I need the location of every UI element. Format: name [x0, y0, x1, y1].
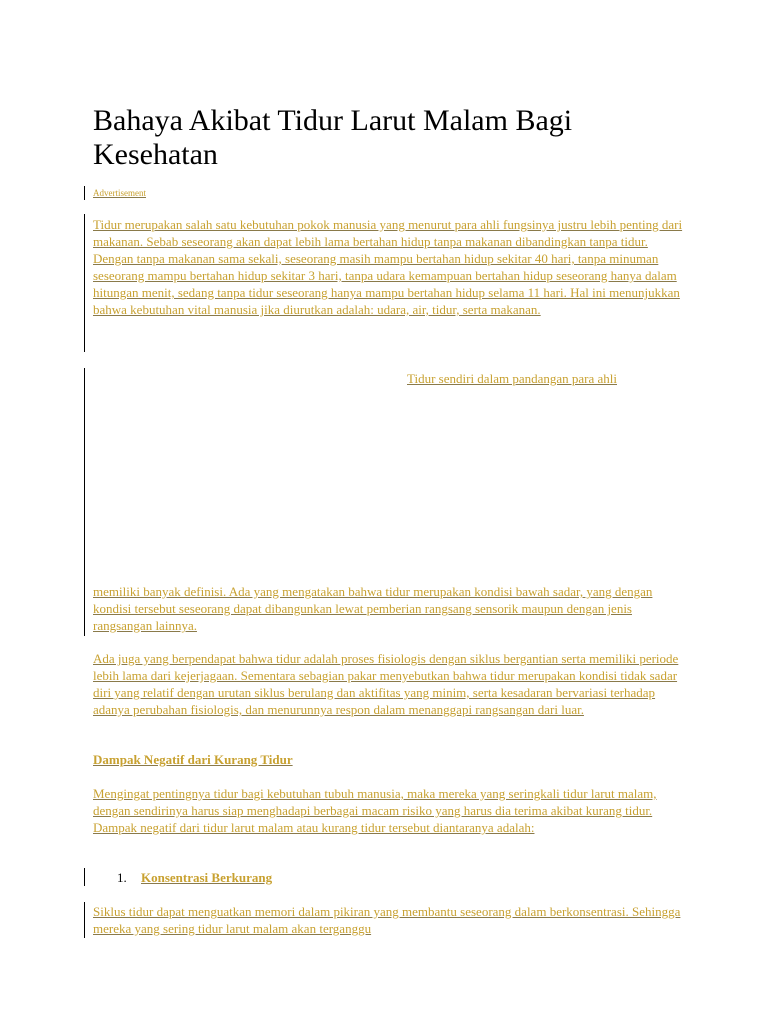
- section-heading-link[interactable]: Dampak Negatif dari Kurang Tidur: [93, 752, 293, 767]
- section-heading: [93, 751, 293, 768]
- list-item-link[interactable]: Konsentrasi Berkurang: [141, 870, 273, 885]
- paragraph-intro-link[interactable]: Tidur merupakan salah satu kebutuhan pokok manusia yang menurut para ahli fungsinya justru lebih penting dari makanan. Sebab seseorang akan dapat lebih lama bertahan hidup tanpa makanan dibandingkan tanpa tidur. Dengan tanpa makanan sama sekali, seseorang masih mampu bertahan hidup sekitar 40 hari, tanpa minuman seseorang mampu bertahan hidup sekitar 3 hari, tanpa udara kemampuan bertahan hidup seseorang hanya dalam hitungan menit, sedang tanpa tidur seseorang hanya mampu bertahan hidup selama 11 hari. Hal ini menunjukkan bahwa kebutuhan vital manusia jika diurutkan adalah: udara, air, tidur, serta makanan.: [93, 217, 683, 317]
- margin-bar: [84, 868, 85, 886]
- paragraph-risks: [93, 785, 683, 836]
- advertisement-link[interactable]: Advertisement: [93, 188, 146, 198]
- page-title: Bahaya Akibat Tidur Larut Malam Bagi Kesehatan: [93, 104, 573, 171]
- paragraph-concentration-link[interactable]: Siklus tidur dapat menguatkan memori dalam pikiran yang membantu seseorang dalam berkonsentrasi. Sehingga mereka yang sering tidur larut malam akan terganggu: [93, 904, 681, 936]
- paragraph-physiology-link[interactable]: Ada juga yang berpendapat bahwa tidur adalah proses fisiologis dengan siklus bergantian serta memiliki periode lebih lama dari kejerjagaan. Sementara sebagian pakar menyebutkan bahwa tidur merupakan kondisi tidak sadar diri yang relatif dengan urutan siklus berulang dan aktifitas yang minim, serta kesadaran bervariasi terhadap adanya perubahan fisiologis, dan menurunnya respon dalam menanggapi rangsangan dari luar.: [93, 651, 679, 717]
- advertisement-label[interactable]: [93, 187, 146, 199]
- margin-bar: [84, 368, 85, 636]
- list-item-heading: [141, 869, 272, 886]
- paragraph-risks-link[interactable]: Mengingat pentingnya tidur bagi kebutuhan tubuh manusia, maka mereka yang seringkali tidur larut malam, dengan sendirinya harus siap menghadapi berbagai macam risiko yang harus dia terima akibat kurang tidur. Dampak negatif dari tidur larut malam atau kurang tidur tersebut diantaranya adalah:: [93, 786, 657, 835]
- margin-bar: [84, 902, 85, 938]
- paragraph-concentration: [93, 903, 683, 937]
- paragraph-physiology: [93, 650, 683, 718]
- image-caption-link[interactable]: Tidur sendiri dalam pandangan para ahli: [407, 371, 617, 386]
- margin-bar: [84, 186, 85, 200]
- margin-bar: [84, 214, 85, 352]
- paragraph-definition: [93, 583, 683, 634]
- paragraph-definition-link[interactable]: memiliki banyak definisi. Ada yang mengatakan bahwa tidur merupakan kondisi bawah sadar, yang dengan kondisi tersebut seseorang dapat dibangunkan lewat pemberian rangsang sensorik maupun dengan jenis rangsangan lainnya.: [93, 584, 653, 633]
- paragraph-intro: [93, 216, 683, 318]
- image-caption: [407, 370, 617, 387]
- list-number: 1.: [117, 870, 127, 885]
